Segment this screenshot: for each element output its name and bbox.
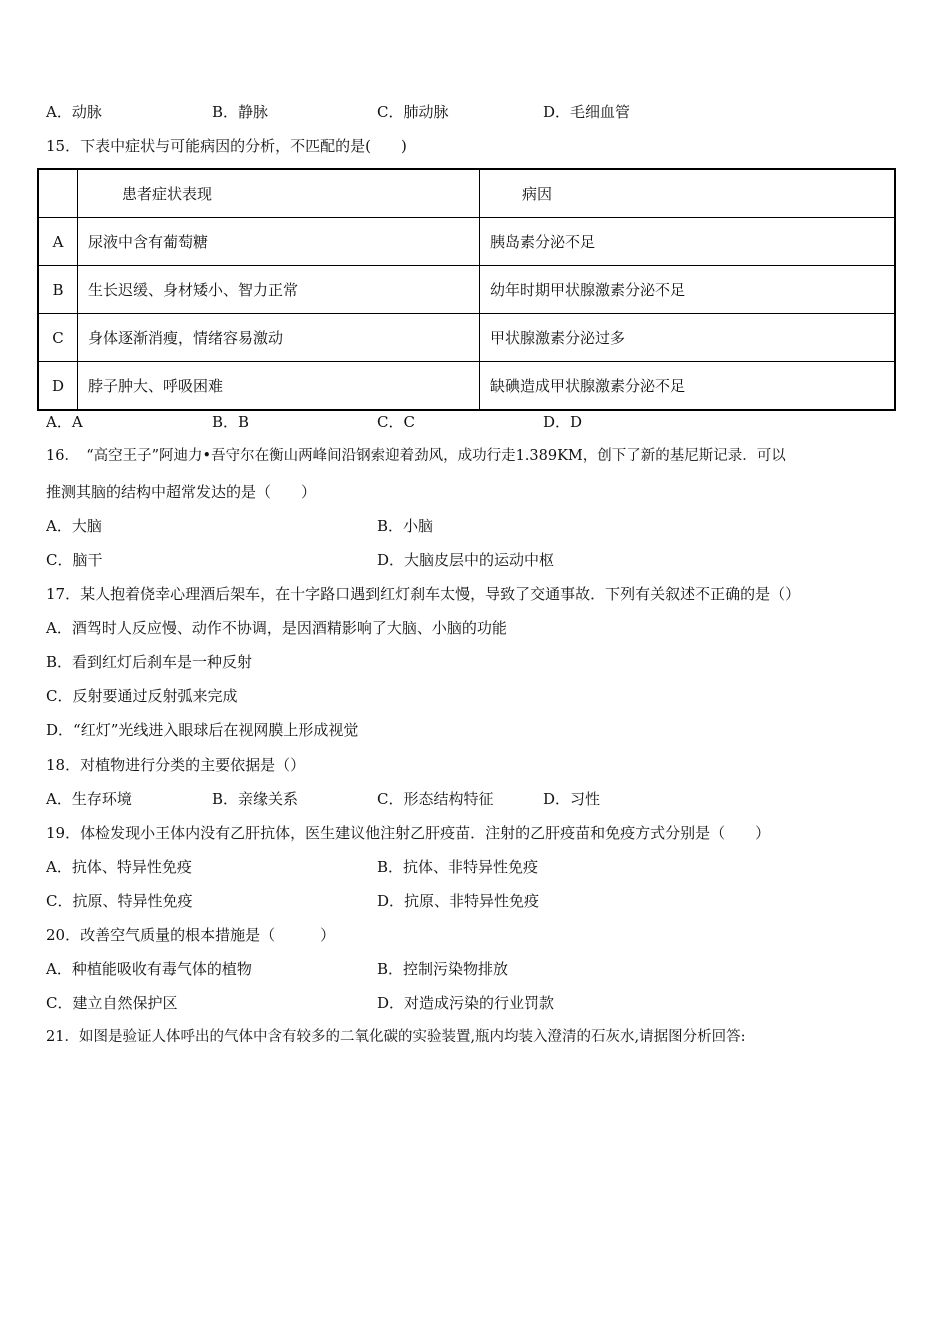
row-cause: 缺碘造成甲状腺激素分泌不足	[480, 362, 896, 411]
q16-option-a: A．大脑	[46, 517, 102, 535]
q18-option-c: C．形态结构特征	[377, 790, 494, 808]
q19-option-d: D．抗原、非特异性免疫	[377, 892, 540, 910]
row-key: D	[38, 362, 78, 411]
q20-option-c: C．建立自然保护区	[46, 994, 178, 1012]
q19-option-a: A．抗体、特异性免疫	[46, 858, 192, 876]
q20-stem: 20．改善空气质量的根本措施是（ ）	[46, 926, 336, 944]
table-row	[38, 314, 895, 362]
table-header-row	[38, 169, 895, 218]
q19-option-b: B．抗体、非特异性免疫	[377, 858, 539, 876]
q17-stem: 17．某人抱着侥幸心理酒后架车，在十字路口遇到红灯刹车太慢，导致了交通事故．下列有关叙述不正确的是（）	[46, 585, 801, 603]
q19-stem: 19．体检发现小王体内没有乙肝抗体，医生建议他注射乙肝疫苗．注射的乙肝疫苗和免疫方式分别是（ ）	[46, 824, 771, 842]
table-row	[38, 362, 895, 411]
q14-option-a: A．动脉	[46, 103, 102, 121]
q14-option-b: B．静脉	[212, 103, 269, 121]
q18-stem: 18．对植物进行分类的主要依据是（）	[46, 756, 306, 774]
row-symptom: 脖子肿大、呼吸困难	[78, 362, 480, 411]
q15-stem: 15．下表中症状与可能病因的分析，不匹配的是( )	[46, 137, 407, 155]
q15-option-c: C．C	[377, 413, 415, 431]
q21-stem: 21．如图是验证人体呼出的气体中含有较多的二氧化碳的实验装置,瓶内均装入澄清的石灰水,请据图分析回答:	[46, 1029, 746, 1045]
q18-option-b: B．亲缘关系	[212, 790, 299, 808]
table-row	[38, 266, 895, 314]
q18-option-a: A．生存环境	[46, 790, 132, 808]
q15-option-b: B．B	[212, 413, 250, 431]
q16-option-d: D．大脑皮层中的运动中枢	[377, 551, 555, 569]
table-header-cause: 病因	[480, 169, 896, 218]
q19-option-c: C．抗原、特异性免疫	[46, 892, 193, 910]
row-key: B	[38, 266, 78, 314]
q17-option-a: A．酒驾时人反应慢、动作不协调，是因酒精影响了大脑、小脑的功能	[46, 619, 507, 637]
table-header-symptom: 患者症状表现	[78, 169, 480, 218]
row-symptom: 尿液中含有葡萄糖	[78, 218, 480, 266]
q16-option-b: B．小脑	[377, 517, 434, 535]
table-row	[38, 218, 895, 266]
q16-stem-line2: 推测其脑的结构中超常发达的是（ ）	[46, 483, 317, 501]
q15-option-d: D．D	[543, 413, 583, 431]
row-key: C	[38, 314, 78, 362]
row-cause: 甲状腺激素分泌过多	[480, 314, 896, 362]
row-symptom: 身体逐渐消瘦，情绪容易激动	[78, 314, 480, 362]
q14-option-c: C．肺动脉	[377, 103, 449, 121]
table-header-empty	[38, 169, 78, 218]
q20-option-b: B．控制污染物排放	[377, 960, 509, 978]
row-key: A	[38, 218, 78, 266]
row-symptom: 生长迟缓、身材矮小、智力正常	[78, 266, 480, 314]
q15-symptom-table	[37, 168, 896, 411]
row-cause: 胰岛素分泌不足	[480, 218, 896, 266]
q20-option-a: A．种植能吸收有毒气体的植物	[46, 960, 252, 978]
q18-option-d: D．习性	[543, 790, 601, 808]
q14-option-d: D．毛细血管	[543, 103, 631, 121]
q17-option-d: D．“红灯”光线进入眼球后在视网膜上形成视觉	[46, 721, 359, 739]
q17-option-c: C．反射要通过反射弧来完成	[46, 687, 238, 705]
q15-option-a: A．A	[46, 413, 83, 431]
q16-stem-line1: 16． “高空王子”阿迪力•吾守尔在衡山两峰间沿钢索迎着劲风，成功行走1.389KM，创下了新的基尼斯记录．可以	[46, 448, 786, 464]
q17-option-b: B．看到红灯后刹车是一种反射	[46, 653, 253, 671]
row-cause: 幼年时期甲状腺激素分泌不足	[480, 266, 896, 314]
q20-option-d: D．对造成污染的行业罚款	[377, 994, 555, 1012]
q16-option-c: C．脑干	[46, 551, 103, 569]
